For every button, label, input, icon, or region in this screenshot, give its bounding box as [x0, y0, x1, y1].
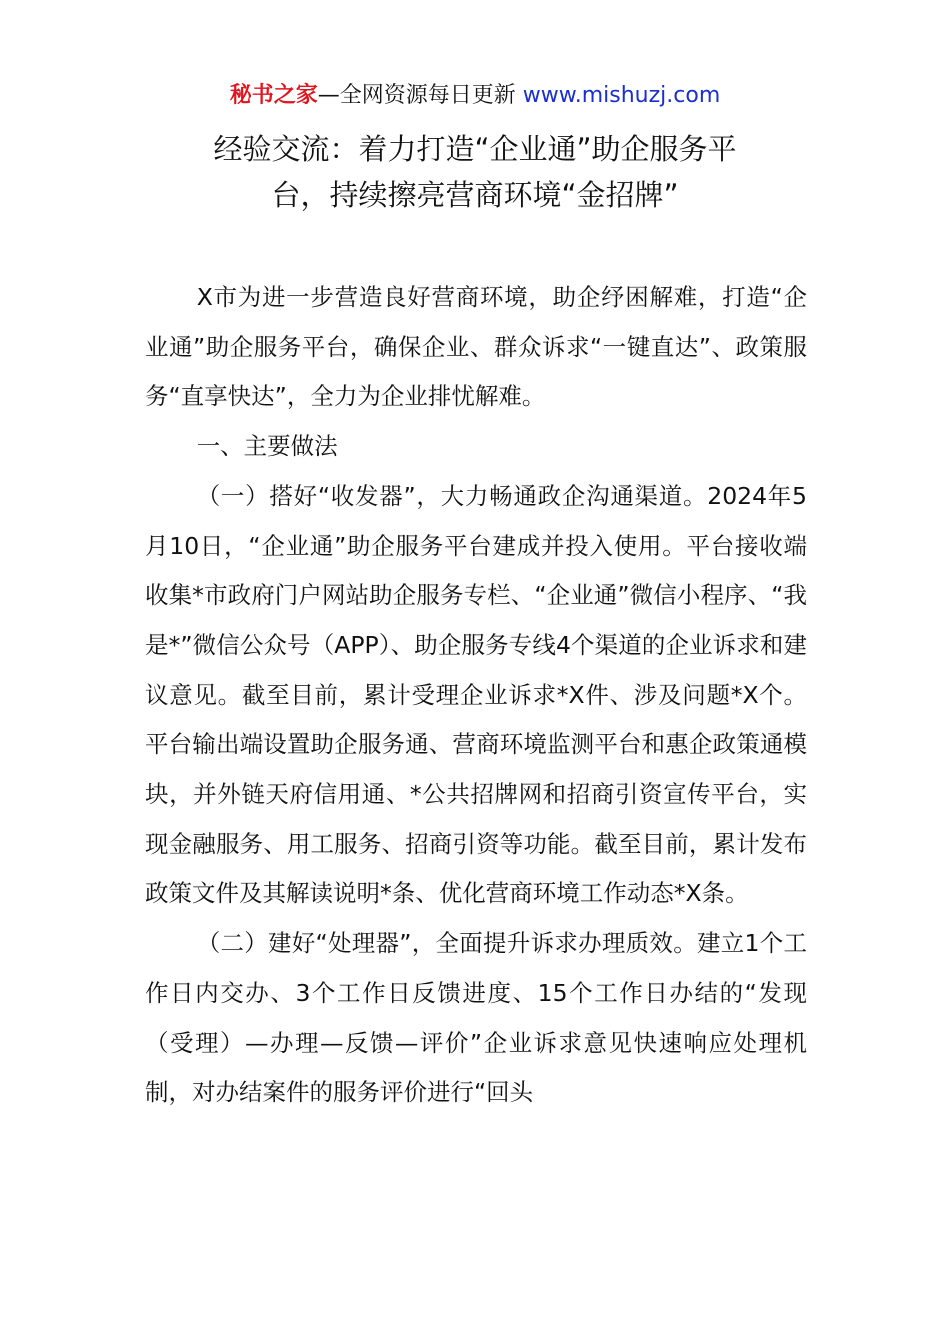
paragraph-1: （一）搭好“收发器”，大力畅通政企沟通渠道。2024年5月10日，“企业通”助企服务平台建成并投入使用。平台接收端收集*市政府门户网站助企服务专栏、“企业通”微信小程序、“我是*”微信公众号（APP）、助企服务专线4个渠道的企业诉求和建议意见。截至目前，累计受理企业诉求*X件、涉及问题*X个。平台输出端设置助企服务通、营商环境监测平台和惠企政策通模块，并外链天府信用通、*公共招牌网和招商引资宣传平台，实现金融服务、用工服务、招商引资等功能。截至目前，累计发布政策文件及其解读说明*条、优化营商环境工作动态*X条。	[145, 481, 807, 908]
document-title	[145, 126, 805, 218]
site-name: 秘书之家	[229, 83, 318, 108]
site-url-link[interactable]: www.mishuzj.com	[522, 83, 721, 108]
paragraph-2: （二）建好“处理器”，全面提升诉求办理质效。建立1个工作日内交办、3个工作日反馈进度、15个工作日办结的“发现（受理）—办理—反馈—评价”企业诉求意见快速响应处理机制，对办结案件的服务评价进行“回头	[145, 929, 807, 1107]
title-line-1: 经验交流：着力打造“企业通”助企服务平	[213, 132, 737, 166]
site-slogan: —全网资源每日更新	[317, 83, 523, 108]
section-heading: 一、主要做法	[196, 432, 338, 461]
intro-paragraph: X市为进一步营造良好营商环境，助企纾困解难，打造“企业通”助企服务平台，确保企业、群众诉求“一键直达”、政策服务“直享快达”，全力为企业排忧解难。	[145, 283, 807, 411]
document-body	[145, 273, 807, 1118]
site-header	[0, 80, 950, 112]
title-line-2: 台，持续擦亮营商环境“金招牌”	[271, 178, 679, 212]
